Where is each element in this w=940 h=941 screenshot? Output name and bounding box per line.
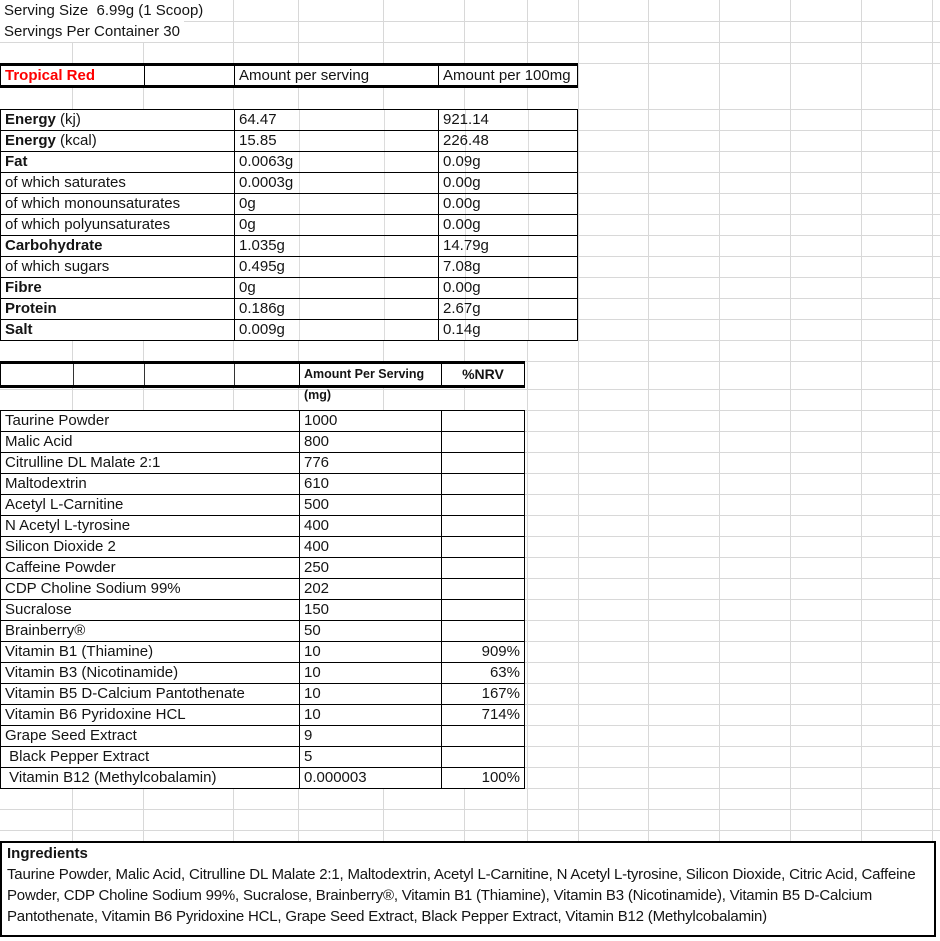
nutrient-name-bold: Fibre: [5, 279, 42, 296]
nrv-cell: [441, 600, 524, 620]
amount-per-100mg-cell: 226.48: [438, 131, 577, 151]
amount-per-100mg-cell: 0.14g: [438, 320, 577, 340]
nrv-cell: [441, 537, 524, 557]
amount-per-serving-cell: 1.035g: [234, 236, 438, 256]
nrv-cell: 100%: [441, 768, 524, 788]
ingredient-row: [1, 558, 524, 579]
ingredient-name-cell: Taurine Powder: [5, 412, 110, 429]
ingredient-row: [1, 747, 524, 768]
nrv-cell: [441, 621, 524, 641]
empty-cell: [73, 364, 144, 385]
ingredient-row: [1, 411, 524, 432]
amount-mg-cell: 610: [299, 474, 441, 494]
amount-per-100mg-cell: 7.08g: [438, 257, 577, 277]
ingredient-name-cell: Vitamin B5 D-Calcium Pantothenate: [5, 685, 245, 702]
nutrition-header-band: [0, 63, 578, 88]
amount-mg-cell: 10: [299, 642, 441, 662]
nutrient-row: [1, 215, 577, 236]
amount-per-serving-cell: 64.47: [234, 110, 438, 130]
nrv-cell: [441, 516, 524, 536]
nutrient-name-bold: Energy: [5, 111, 56, 128]
amount-mg-cell: 776: [299, 453, 441, 473]
amount-mg-cell: 202: [299, 579, 441, 599]
gridline: [578, 0, 579, 937]
nutrient-name-cell: of which saturates: [5, 174, 126, 191]
ingredient-row: [1, 663, 524, 684]
col-header-nrv: %NRV: [441, 364, 524, 385]
ingredient-name-cell: Vitamin B12 (Methylcobalamin): [5, 769, 217, 786]
nutrient-name-cell: Energy (kj): [5, 111, 81, 128]
nutrient-name-cell: [1, 152, 234, 172]
ingredient-name-cell: Vitamin B6 Pyridoxine HCL: [5, 706, 186, 723]
ingredient-name-cell: Vitamin B3 (Nicotinamide): [5, 664, 179, 681]
amount-mg-cell: 800: [299, 432, 441, 452]
amount-mg-cell: 250: [299, 558, 441, 578]
nutrient-name-bold: Energy: [5, 132, 56, 149]
gridline: [0, 389, 940, 390]
nrv-cell: [441, 474, 524, 494]
gridline: [0, 830, 940, 831]
amount-mg-cell: 9: [299, 726, 441, 746]
nrv-cell: [441, 495, 524, 515]
amount-per-100mg-cell: 2.67g: [438, 299, 577, 319]
nutrient-row: [1, 194, 577, 215]
amount-per-serving-cell: 15.85: [234, 131, 438, 151]
nrv-cell: 714%: [441, 705, 524, 725]
nrv-cell: [441, 558, 524, 578]
nrv-cell: [441, 432, 524, 452]
nutrient-name-bold: Fat: [5, 153, 28, 170]
gridline: [0, 42, 940, 43]
amount-per-serving-cell: 0g: [234, 278, 438, 298]
ingredient-row: [1, 600, 524, 621]
ingredient-name-cell: Silicon Dioxide 2: [5, 538, 116, 555]
ingredient-row: [1, 684, 524, 705]
ingredient-name-cell: Citrulline DL Malate 2:1: [5, 454, 161, 471]
gridline: [932, 0, 933, 937]
nutrient-name-cell: [1, 236, 234, 256]
ingredient-name-cell: Maltodextrin: [5, 475, 87, 492]
ingredient-row: [1, 495, 524, 516]
amount-mg-cell: 10: [299, 684, 441, 704]
nutrient-name-cell: of which polyunsaturates: [5, 216, 171, 233]
empty-cell: [144, 364, 234, 385]
ingredient-row: [1, 432, 524, 453]
servings-per-container-text: Servings Per Container 30: [0, 21, 184, 42]
nutrient-name-bold: Carbohydrate: [5, 237, 103, 254]
col-header-amount-per-serving: Amount per serving: [234, 66, 438, 85]
nrv-cell: 167%: [441, 684, 524, 704]
amount-per-serving-cell: 0g: [234, 194, 438, 214]
nrv-cell: 909%: [441, 642, 524, 662]
nutrient-name-bold: Protein: [5, 300, 57, 317]
ingredient-row: [1, 579, 524, 600]
empty-cell: [234, 364, 299, 385]
gridline: [790, 0, 791, 937]
amount-per-100mg-cell: 0.00g: [438, 194, 577, 214]
nutrient-row: [1, 110, 577, 131]
ingredient-row: [1, 474, 524, 495]
ingredient-name-cell: Acetyl L-Carnitine: [5, 496, 124, 513]
serving-size-text: Serving Size 6.99g (1 Scoop): [0, 0, 207, 21]
nutrient-name-bold: Salt: [5, 321, 33, 338]
ingredient-row: [1, 726, 524, 747]
nutrient-row: [1, 152, 577, 173]
amount-mg-cell: 50: [299, 621, 441, 641]
gridline: [0, 809, 940, 810]
ingredient-name-cell: N Acetyl L-tyrosine: [5, 517, 131, 534]
nutrient-row: [1, 299, 577, 320]
amount-mg-cell: 10: [299, 705, 441, 725]
nrv-cell: [441, 747, 524, 767]
gridline: [719, 0, 720, 937]
amount-mg-cell: 400: [299, 537, 441, 557]
ingredient-row: [1, 642, 524, 663]
nutrient-row: [1, 257, 577, 278]
ingredient-row: [1, 621, 524, 642]
col-header-amount-per-serving-mg: Amount Per Serving (mg): [299, 364, 441, 385]
product-title: Tropical Red: [5, 67, 96, 84]
nutrient-name-cell: Energy (kcal): [5, 132, 97, 149]
amount-per-100mg-cell: 0.00g: [438, 173, 577, 193]
amount-mg-cell: 150: [299, 600, 441, 620]
nutrient-name-cell: [1, 299, 234, 319]
nrv-cell: [441, 579, 524, 599]
amount-per-serving-cell: 0.186g: [234, 299, 438, 319]
nrv-cell: 63%: [441, 663, 524, 683]
supplement-table: [0, 410, 525, 789]
amount-per-100mg-cell: 0.00g: [438, 278, 577, 298]
ingredient-name-cell: Grape Seed Extract: [5, 727, 137, 744]
amount-per-serving-cell: 0.495g: [234, 257, 438, 277]
nrv-cell: [441, 453, 524, 473]
nutrient-row: [1, 131, 577, 152]
nutrient-row: [1, 320, 577, 341]
ingredient-name-cell: Black Pepper Extract: [5, 748, 150, 765]
nutrient-row: [1, 173, 577, 194]
nutrition-table: [0, 109, 578, 341]
amount-per-100mg-cell: 0.09g: [438, 152, 577, 172]
ingredients-text: Taurine Powder, Malic Acid, Citrulline DL Malate 2:1, Maltodextrin, Acetyl L-Carnitine, N Acetyl L-tyrosine, Silicon Dioxide, Citric Acid, Caffeine Powder, CDP Choline Sodium 99%, Sucralose, Brainberry®, Vitamin B1 (Thiamine), Vitamin B3 (Nicotinamide), Vitamin B5 D-Calcium Pantothenate, Vitamin B6 Pyridoxine HCL, Grape Seed Extract, Black Pepper Extract, Vitamin B12 (Methylcobalamin): [7, 866, 916, 925]
amount-mg-cell: 10: [299, 663, 441, 683]
nutrient-row: [1, 236, 577, 257]
ingredient-name-cell: Brainberry®: [5, 622, 86, 639]
amount-mg-cell: 500: [299, 495, 441, 515]
col-header-amount-per-100mg: Amount per 100mg: [438, 66, 577, 85]
ingredient-name-cell: Vitamin B1 (Thiamine): [5, 643, 154, 660]
nutrient-name-cell: of which monounsaturates: [5, 195, 181, 212]
amount-per-100mg-cell: 0.00g: [438, 215, 577, 235]
ingredients-heading: Ingredients: [7, 845, 88, 862]
nrv-cell: [441, 726, 524, 746]
nutrient-name-cell: of which sugars: [5, 258, 110, 275]
ingredient-name-cell: Sucralose: [5, 601, 72, 618]
nutrient-name-cell: [1, 278, 234, 298]
ingredient-row: [1, 705, 524, 726]
ingredient-name-cell: Caffeine Powder: [5, 559, 116, 576]
amount-mg-cell: 400: [299, 516, 441, 536]
amount-per-100mg-cell: 921.14: [438, 110, 577, 130]
nutrient-row: [1, 278, 577, 299]
amount-per-serving-cell: 0.009g: [234, 320, 438, 340]
nutrient-name-cell: [1, 320, 234, 340]
amount-per-serving-cell: 0.0063g: [234, 152, 438, 172]
ingredient-name-cell: Malic Acid: [5, 433, 73, 450]
supplement-header-band: [0, 361, 525, 402]
amount-per-100mg-cell: 14.79g: [438, 236, 577, 256]
amount-mg-cell: 1000: [299, 411, 441, 431]
gridline: [648, 0, 649, 937]
amount-mg-cell: 5: [299, 747, 441, 767]
amount-per-serving-cell: 0.0003g: [234, 173, 438, 193]
amount-mg-cell: 0.000003: [299, 768, 441, 788]
ingredient-row: [1, 516, 524, 537]
ingredient-name-cell: CDP Choline Sodium 99%: [5, 580, 181, 597]
amount-per-serving-cell: 0g: [234, 215, 438, 235]
ingredient-row: [1, 537, 524, 558]
empty-cell: [1, 364, 73, 385]
nrv-cell: [441, 411, 524, 431]
ingredient-row: [1, 768, 524, 789]
gridline: [861, 0, 862, 937]
ingredients-box: [0, 841, 936, 937]
empty-cell: [144, 66, 234, 85]
ingredient-row: [1, 453, 524, 474]
